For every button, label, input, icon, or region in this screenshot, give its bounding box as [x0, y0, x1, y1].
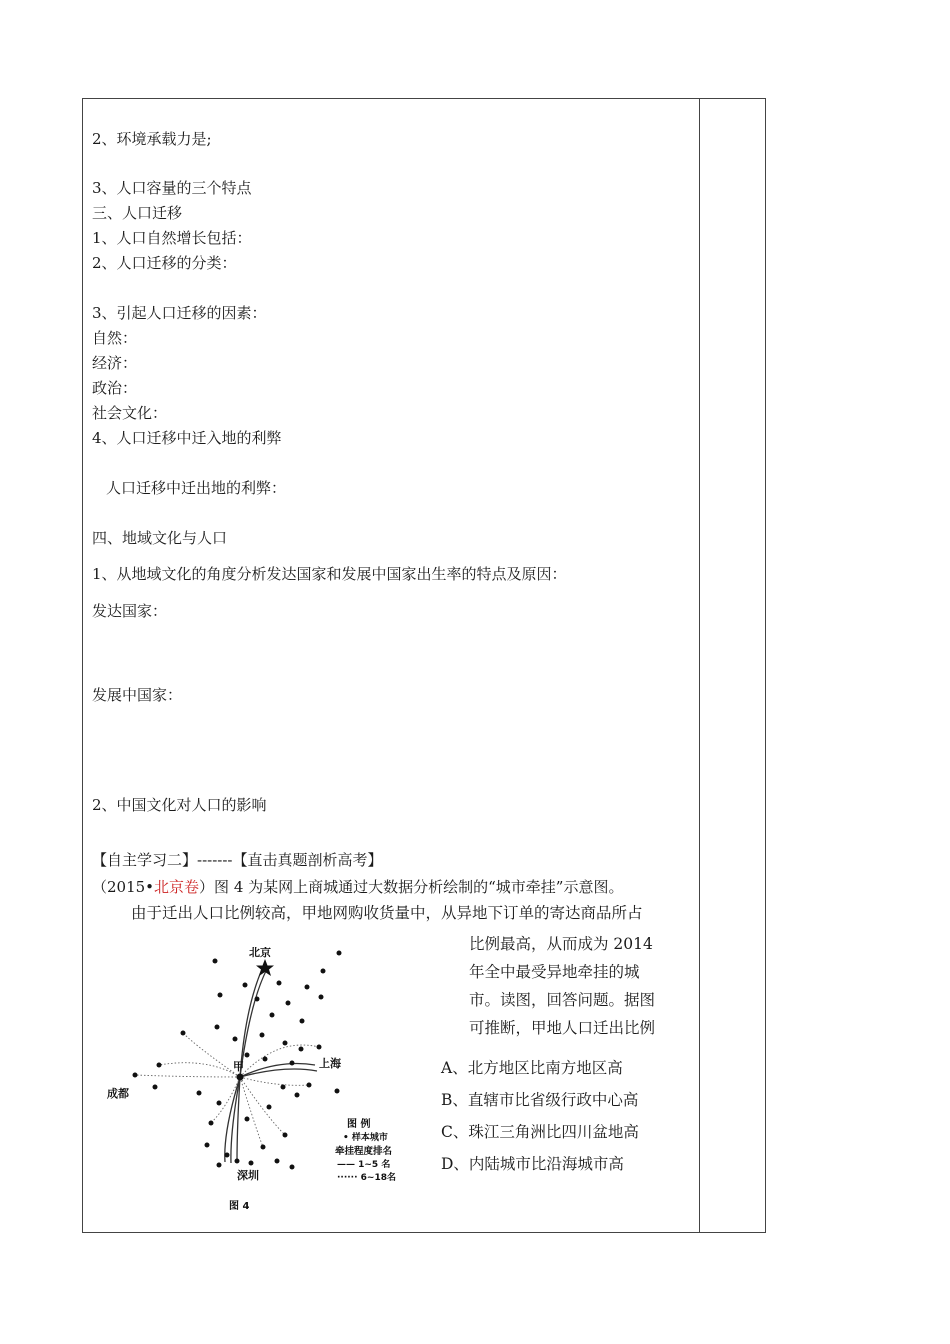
- text-line: 1、从地域文化的角度分析发达国家和发展中国家出生率的特点及原因：: [92, 565, 567, 583]
- exercise-header: 【自主学习二】-------【直击真题剖析高考】: [92, 851, 383, 869]
- question-line: 可推断，甲地人口迁出比例: [469, 1019, 656, 1037]
- document-table: [82, 98, 766, 1233]
- jia-dot: [237, 1074, 244, 1081]
- legend-sample: • 样本城市: [343, 1133, 388, 1143]
- city-dot: [249, 1161, 254, 1166]
- city-dot: [261, 1145, 266, 1150]
- city-dot: [133, 1073, 138, 1078]
- city-dot: [299, 1047, 304, 1052]
- column-divider: [699, 99, 700, 1232]
- section-heading: 四、地域文化与人口: [92, 529, 228, 547]
- source-prefix: （2015•: [92, 878, 155, 896]
- city-dot: [243, 983, 248, 988]
- city-dot: [260, 1033, 265, 1038]
- city-dot: [321, 969, 326, 974]
- city-dot: [217, 1163, 222, 1168]
- city-dot: [317, 1045, 322, 1050]
- city-dot: [233, 1037, 238, 1042]
- city-dot: [215, 1025, 220, 1030]
- option-d[interactable]: D、内陆城市比沿海城市高: [441, 1155, 624, 1173]
- legend-rank-2: ······ 6~18名: [337, 1173, 396, 1183]
- legend-rank-1: —— 1~5 名: [337, 1160, 391, 1170]
- city-link-map: [87, 947, 437, 1217]
- text-line: 发达国家：: [92, 602, 168, 620]
- link-dotted: [183, 1033, 240, 1077]
- city-dot: [197, 1091, 202, 1096]
- city-dot: [181, 1031, 186, 1036]
- text-line: 政治：: [92, 379, 138, 397]
- question-line: 年全中最受异地牵挂的城: [469, 963, 640, 981]
- question-line: 比例最高，从而成为 2014: [469, 935, 653, 953]
- link-dotted: [240, 1077, 309, 1085]
- city-dot: [245, 1117, 250, 1122]
- city-dot: [283, 1133, 288, 1138]
- text-line: 3、人口容量的三个特点: [92, 179, 252, 197]
- link-to-shanghai: [240, 1069, 317, 1077]
- text-line: 2、人口迁移的分类：: [92, 254, 237, 272]
- city-dot: [337, 951, 342, 956]
- city-dot: [305, 985, 310, 990]
- intro-rest: ）图 4 为某网上商城通过大数据分析绘制的“城市牵挂”示意图。: [199, 878, 624, 896]
- text-line: 1、人口自然增长包括：: [92, 229, 252, 247]
- city-dot: [153, 1085, 158, 1090]
- map-legend: [335, 1117, 396, 1183]
- text-line: 经济：: [92, 354, 138, 372]
- text-line: 2、环境承载力是;: [92, 130, 212, 148]
- section-heading: 三、人口迁移: [92, 204, 183, 222]
- text-line: 3、引起人口迁移的因素：: [92, 304, 267, 322]
- city-dot: [270, 1013, 275, 1018]
- text-line: 发展中国家：: [92, 686, 183, 704]
- label-beijing: 北京: [249, 947, 271, 959]
- city-dot: [209, 1121, 214, 1126]
- city-dot: [235, 1159, 240, 1164]
- link-dotted: [135, 1075, 240, 1077]
- city-dot: [263, 1057, 268, 1062]
- legend-title: 图 例: [347, 1119, 371, 1130]
- city-dot: [290, 1165, 295, 1170]
- option-c[interactable]: C、珠江三角洲比四川盆地高: [441, 1123, 639, 1141]
- city-dot: [286, 1001, 291, 1006]
- city-dot: [335, 1089, 340, 1094]
- exercise-intro: [92, 878, 623, 896]
- city-dot: [157, 1063, 162, 1068]
- city-dot: [281, 1085, 286, 1090]
- label-shenzhen: 深圳: [237, 1169, 259, 1182]
- source-name: 北京卷: [154, 878, 200, 896]
- city-dot: [217, 1101, 222, 1106]
- city-dot: [218, 993, 223, 998]
- city-dot: [245, 1053, 250, 1058]
- figure-caption: 图 4: [229, 1201, 250, 1212]
- city-dot: [290, 1061, 295, 1066]
- text-line: 4、人口迁移中迁入地的利弊: [92, 429, 282, 447]
- option-b[interactable]: B、直辖市比省级行政中心高: [441, 1091, 639, 1109]
- option-a[interactable]: A、北方地区比南方地区高: [441, 1059, 623, 1077]
- link-dotted: [240, 1077, 285, 1135]
- city-dot: [300, 1019, 305, 1024]
- label-chengdu: 成都: [107, 1087, 129, 1100]
- legend-rank-title: 牵挂程度排名: [335, 1146, 393, 1157]
- question-line: 由于迁出人口比例较高，甲地网购收货量中，从异地下订单的寄达商品所占: [131, 904, 643, 922]
- label-jia: 甲: [233, 1060, 244, 1073]
- city-dot: [277, 981, 282, 986]
- question-line: 市。读图，回答问题。据图: [469, 991, 656, 1009]
- city-dot: [255, 997, 260, 1002]
- link-dotted: [240, 1077, 263, 1147]
- text-line: 自然：: [92, 329, 138, 347]
- city-dot: [205, 1143, 210, 1148]
- label-shanghai: 上海: [319, 1057, 341, 1070]
- text-line: 2、中国文化对人口的影响: [92, 796, 267, 814]
- city-dot: [275, 1159, 280, 1164]
- city-dot: [225, 1153, 230, 1158]
- city-dot: [267, 1105, 272, 1110]
- city-dot: [295, 1093, 300, 1098]
- text-line: 社会文化：: [92, 404, 168, 422]
- link-dotted: [159, 1063, 240, 1077]
- city-dot: [283, 1041, 288, 1046]
- city-dot: [213, 959, 218, 964]
- text-line: 人口迁移中迁出地的利弊：: [106, 479, 287, 497]
- city-dot: [319, 995, 324, 1000]
- city-dot: [307, 1083, 312, 1088]
